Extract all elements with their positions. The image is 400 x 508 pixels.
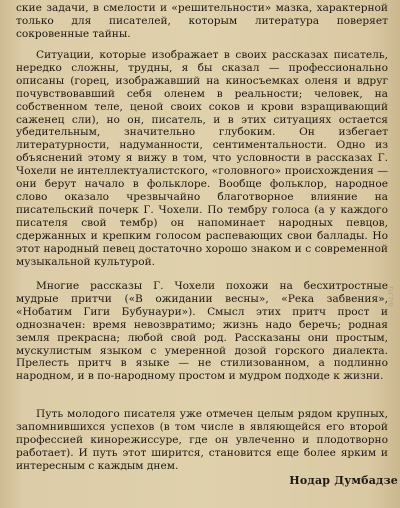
paragraph-3: Многие рассказы Г. Чохели похожи на бесхитростные мудрые притчи («В ожидании весны», «Река забвения», «Нобатим Гиги Бубунаури»). Смысл этих притч прост и однозначен: время невозвратимо; жизнь надо беречь; родная земля прекрасна; любой свой род. Рассказаны они простым, мускулистым языком с умеренной дозой горского диалекта. Прелесть притч в языке — не стилизованном, а подлинно народном, и в по-народному простом и мудром подходе к жизни.	[16, 280, 388, 383]
paragraph-4: Путь молодого писателя уже отмечен целым рядом крупных, запомнившихся успехов (в том числе в являющейся его второй профессией кинорежиссуре, где он увлеченно и плодотворно работает). И путь этот ширится, становится еще более ярким и интересным с каждым днем.	[16, 408, 388, 472]
author-signature: Нодар Думбадзе	[289, 474, 398, 487]
site-watermark: au.ru	[386, 286, 395, 308]
paragraph-1: ские задачи, в смелости и «решительности» мазка, характерной только для писателей, которым литература поверяет сокровенные тайны.	[16, 2, 388, 40]
paragraph-2: Ситуации, которые изображает в своих рассказах писатель, нередко сложны, трудны, я бы сказал — профессионально описаны (горец, изображавший на киносъемках оленя и вдруг почувствовавший себя оленем в реальности; человек, на собственном теле, ценой своих соков и крови взращивающий саженец сли), но он, писатель, и в этих ситуациях остается убедительным, значительно глубоким. Он избегает литературности, надуманности, сентиментальности. Одно из объяснений этому я вижу в том, что условности в рассказах Г. Чохели не интеллектуалистского, «головного» происхождения — они берут начало в фольклоре. Вообще фольклор, народное слово оказало чрезвычайно благотворное влияние на писательский почерк Г. Чохели. По тембру голоса (а у каждого писателя свой тембр) он напоминает народных певцов, сдержанных и крепким голосом распевающих свои баллады. Но этот народный певец достаточно хорошо знаком и с современной музыкальной культурой.	[16, 49, 388, 268]
